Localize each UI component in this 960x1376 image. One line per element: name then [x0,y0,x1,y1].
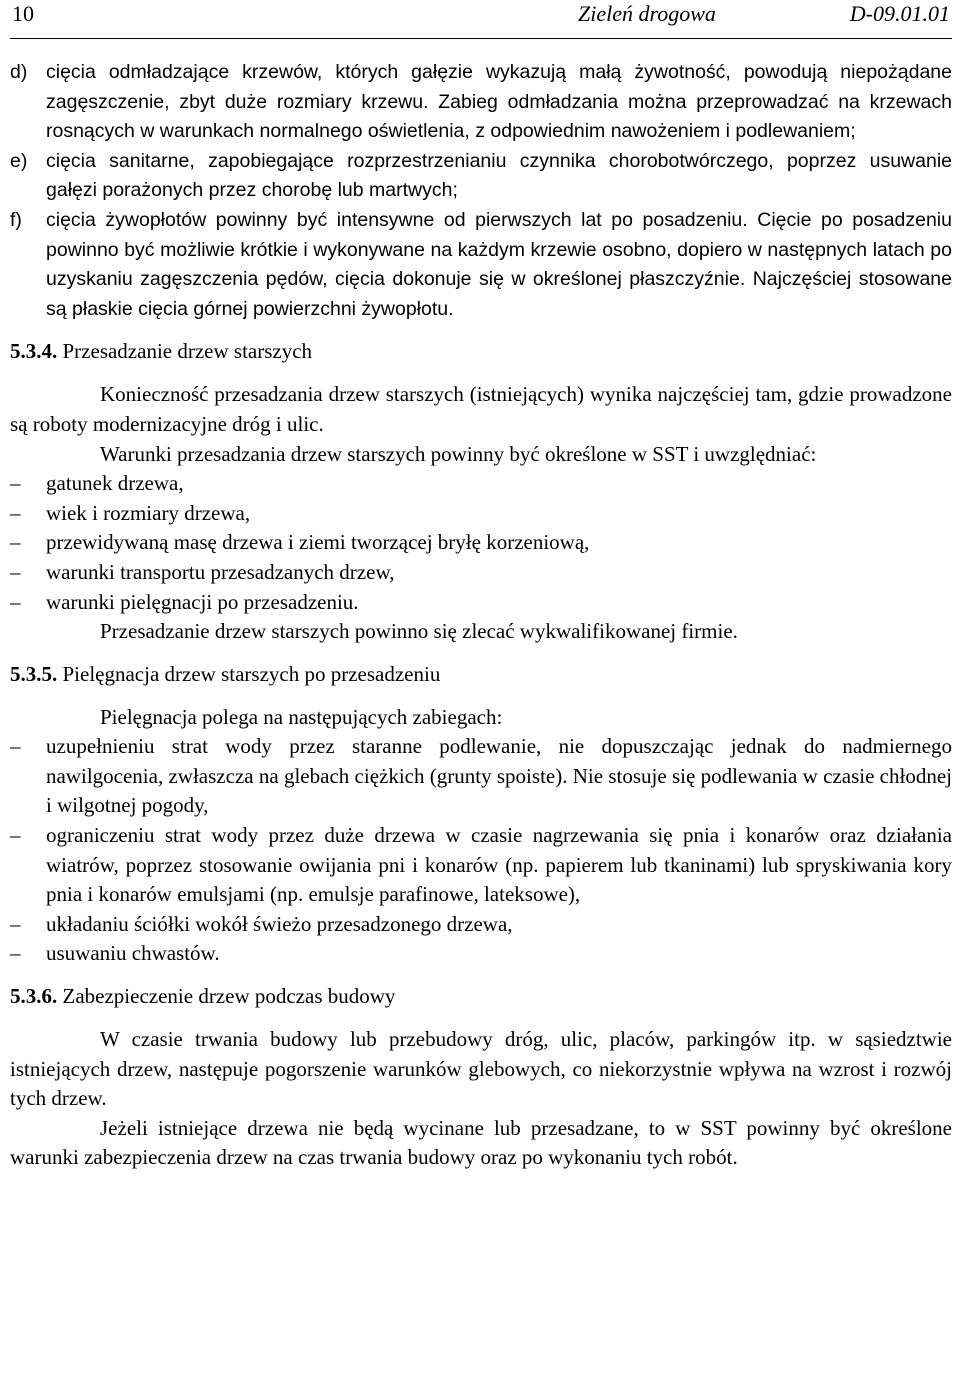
paragraph: Konieczność przesadzania drzew starszych (istniejących) wynika najczęściej tam, gdzie prowadzone są roboty modernizacyjne dróg i ulic. [10,382,952,436]
paragraph: Jeżeli istniejące drzewa nie będą wycinane lub przesadzane, to w SST powinny być określone warunki zabezpieczenia drzew na czas trwania budowy oraz po wykonaniu tych robót. [10,1115,952,1170]
dash-list-item [10,558,952,588]
section-heading-535 [10,659,952,689]
dash-list-item [10,939,952,969]
list-text: warunki transportu przesadzanych drzew, [46,559,395,584]
list-marker: d) [10,61,28,83]
header-divider [10,38,952,39]
list-marker: e) [10,149,28,172]
section-heading-536 [10,981,952,1011]
dash-marker: – [10,559,21,584]
dash-list-item [10,469,952,499]
document-title: Zieleń drogowa [578,1,716,26]
dash-list-item [10,528,952,558]
list-text: cięcia odmładzające krzewów, których gałęzie wykazują małą żywotność, powodują niepożądane zagęszczenie, zbyt duże rozmiary krzewu. Zabieg odmładzania można przeprowadzać na krzewach rosnących w warunkach normalnego oświetlenia, z odpowiednim nawożeniem i podlewaniem; [46,61,952,143]
dash-marker: – [10,530,21,555]
list-text: cięcia żywopłotów powinny być intensywne od pierwszych lat po posadzeniu. Cięcie po posadzeniu powinno być możliwie krótkie i wykonywane na każdym krzewie osobno, dopiero w następnych latach po uzyskaniu zagęszczenia pędów, cięcia dokonuje się w określonej płaszczyźnie. Najczęściej stosowane są płaskie cięcia górnej powierzchni żywopłotu. [46,208,952,320]
section-title: Pielęgnacja drzew starszych po przesadzeniu [62,661,441,686]
document-code: D-09.01.01 [849,1,950,26]
paragraph: Pielęgnacja polega na następujących zabiegach: [100,704,503,729]
list-text: ograniczeniu strat wody przez duże drzewa w czasie nagrzewania się pnia i konarów oraz działania wiatrów, poprzez stosowanie owijania pni i konarów (np. papierem lub tkaninami) lub spryskiwania kory pnia i konarów emulsjami (np. emulsje parafinowe, lateksowe), [46,823,952,907]
paragraph: Warunki przesadzania drzew starszych powinny być określone w SST i uwzględniać: [100,441,817,466]
dash-list-item [10,910,952,940]
section-heading-534 [10,336,952,366]
dash-marker: – [10,471,21,496]
list-text: wiek i rozmiary drzewa, [46,500,251,525]
list-item-d [10,58,952,147]
dash-marker: – [10,500,21,525]
dash-marker: – [10,911,21,936]
paragraph: Przesadzanie drzew starszych powinno się zlecać wykwalifikowanej firmie. [100,619,738,644]
list-text: usuwaniu chwastów. [46,941,220,966]
section-number: 5.3.6. [10,984,58,1009]
paragraph: W czasie trwania budowy lub przebudowy dróg, ulic, placów, parkingów itp. w sąsiedztwie istniejących drzew, następuje pogorszenie warunków glebowych, co niekorzystnie wpływa na wzrost i rozwój tych drzew. [10,1027,952,1111]
list-text: warunki pielęgnacji po przesadzeniu. [46,589,359,614]
dash-list-item [10,588,952,618]
dash-list-item [10,821,952,910]
list-text: przewidywaną masę drzewa i ziemi tworzącej bryłę korzeniową, [46,530,590,555]
dash-list-item [10,732,952,821]
section-number: 5.3.4. [10,339,58,364]
page-content [10,58,952,1173]
dash-list-item [10,499,952,529]
dash-marker: – [10,734,21,759]
list-item-f [10,206,952,324]
section-title: Zabezpieczenie drzew podczas budowy [62,984,396,1009]
page-number: 10 [12,1,34,26]
list-text: uzupełnieniu strat wody przez staranne podlewanie, nie dopuszczając jednak do nadmiernego nawilgocenia, zwłaszcza na glebach ciężkich (grunty spoiste). Nie stosuje się podlewania w czasie chłodnej i wilgotnej pogody, [46,734,952,818]
list-text: układaniu ściółki wokół świeżo przesadzonego drzewa, [46,911,513,936]
dash-marker: – [10,823,21,848]
list-item-e [10,147,952,206]
dash-marker: – [10,589,21,614]
list-text: gatunek drzewa, [46,471,184,496]
section-number: 5.3.5. [10,661,58,686]
list-text: cięcia sanitarne, zapobiegające rozprzestrzenianiu czynnika chorobotwórczego, poprzez usuwanie gałęzi porażonych przez chorobę lub martwych; [46,149,952,202]
page-header [10,0,950,30]
list-marker: f) [10,208,22,231]
section-title: Przesadzanie drzew starszych [62,339,313,364]
dash-marker: – [10,941,21,966]
